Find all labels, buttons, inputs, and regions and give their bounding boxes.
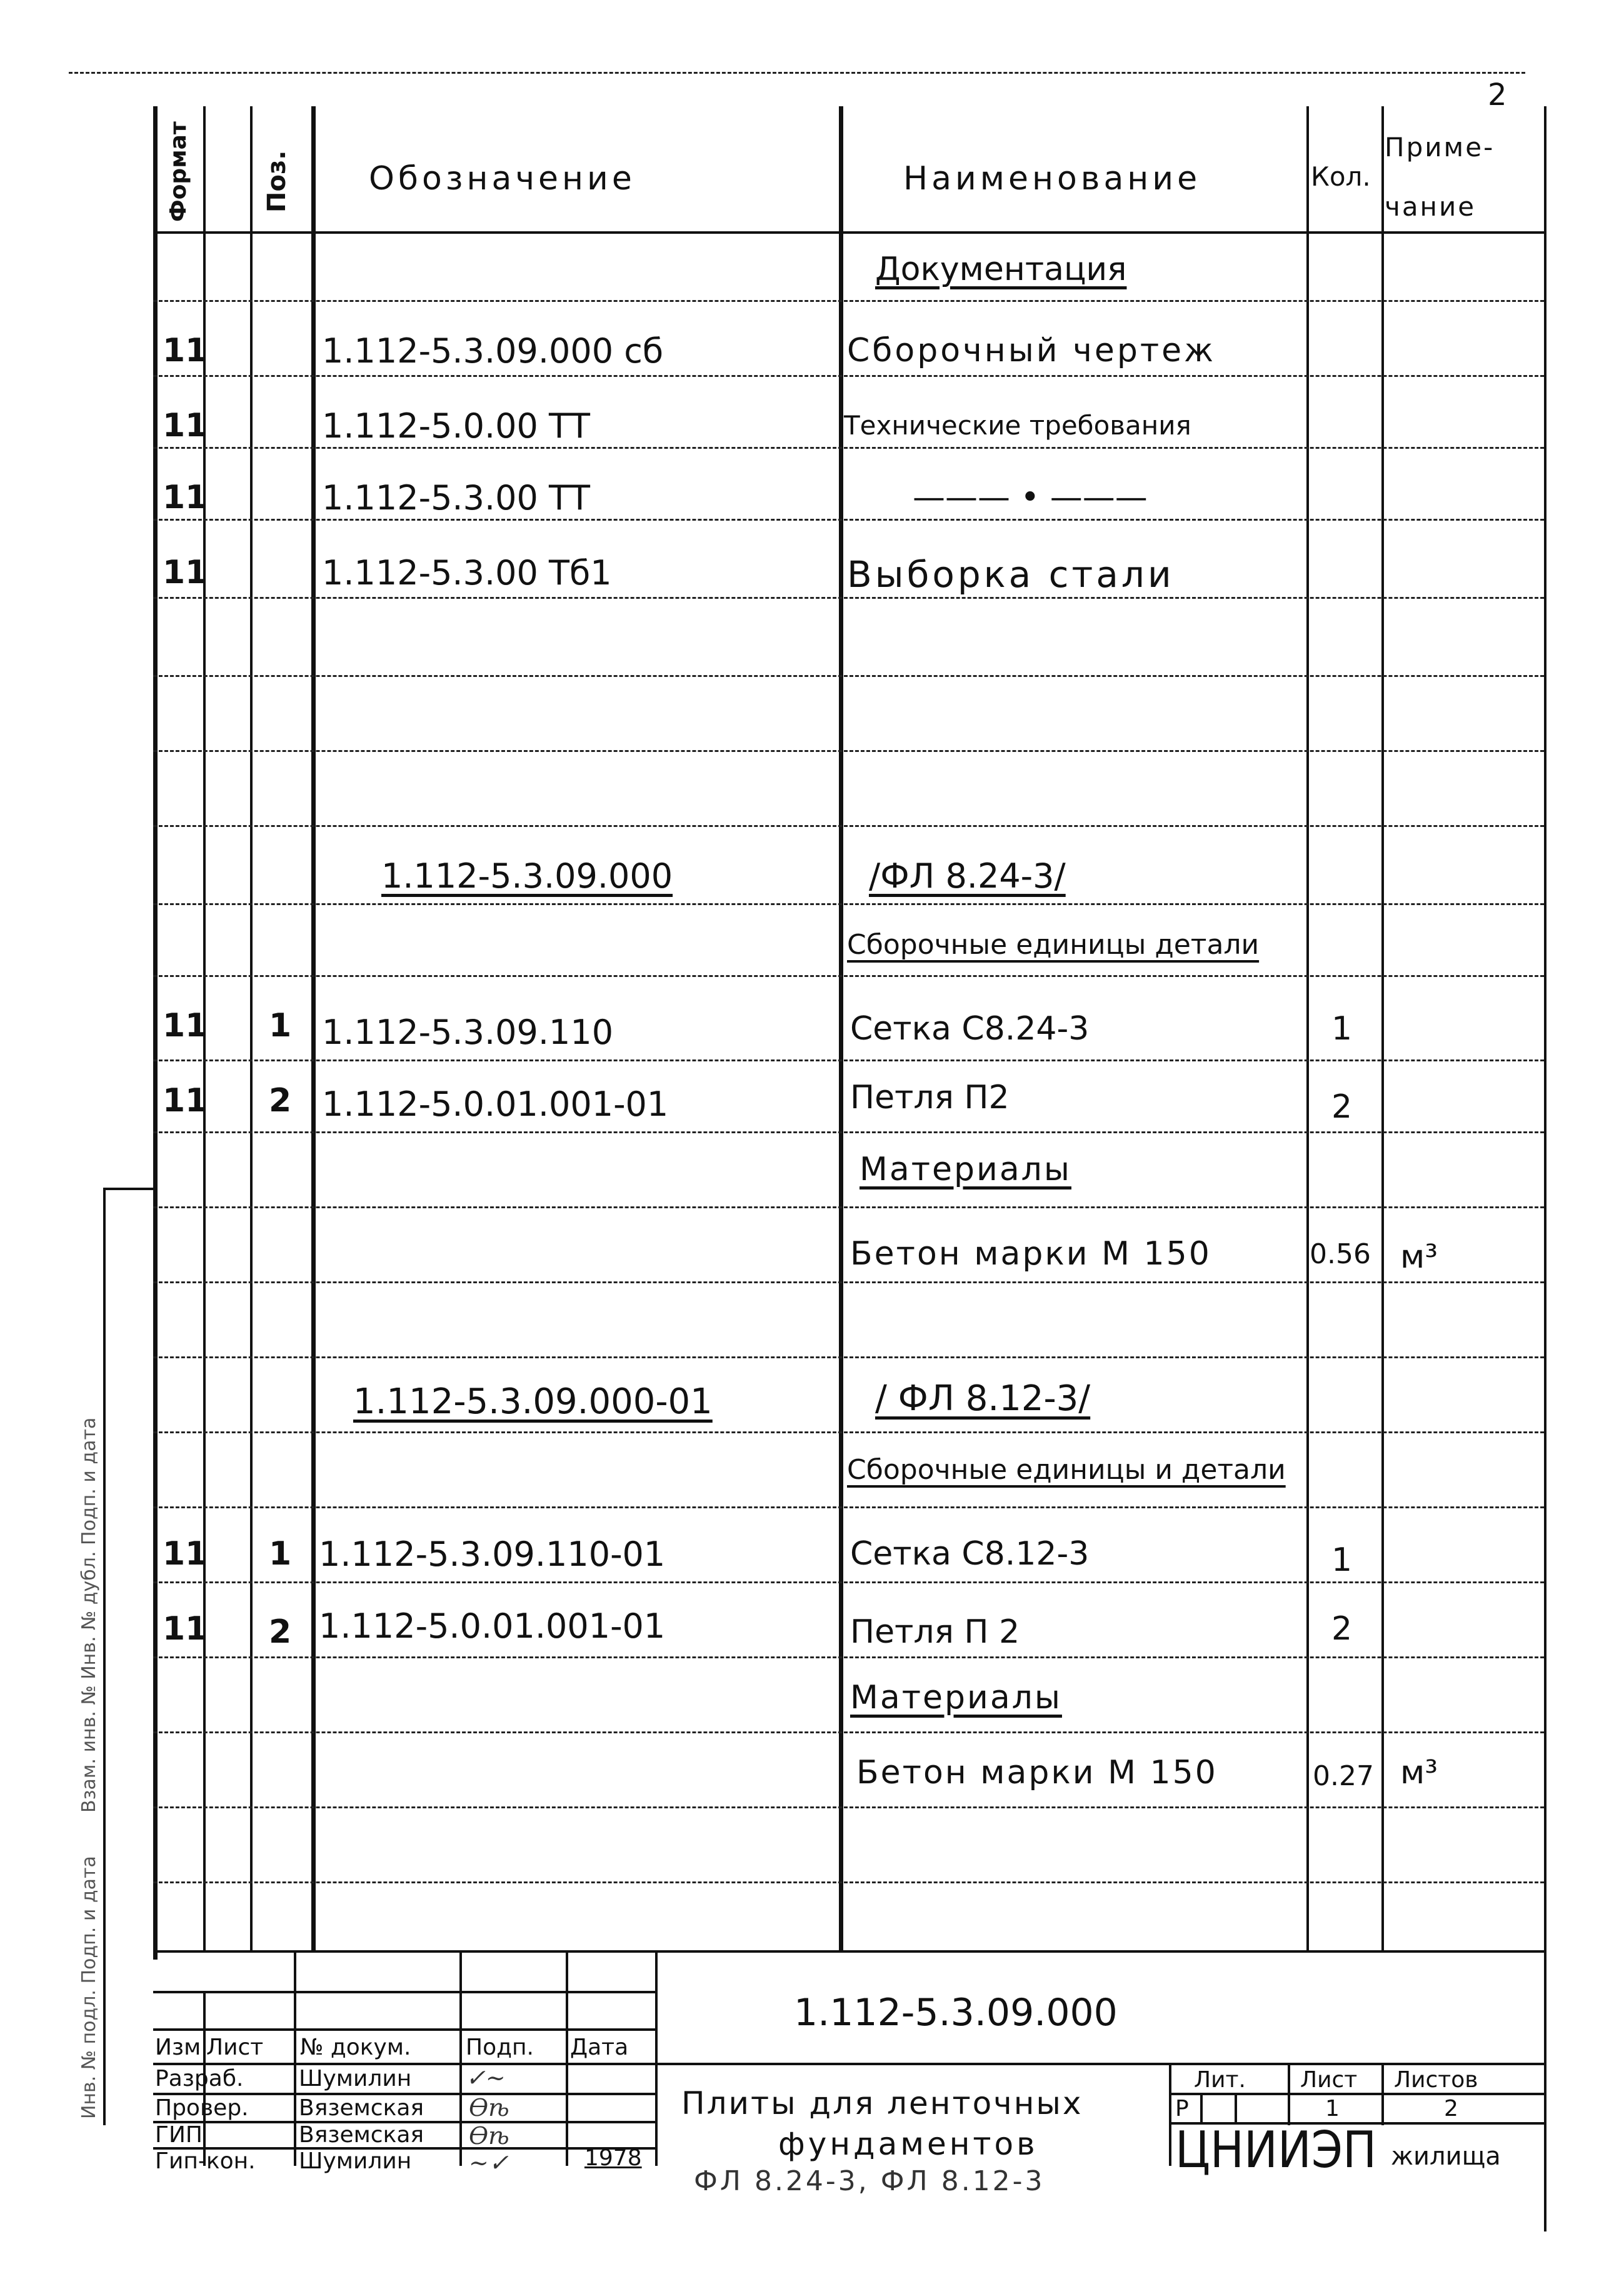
row-17-name: Сетка С8.12-3 <box>850 1535 1090 1573</box>
side-margin-line <box>103 1188 106 2125</box>
row-13-name: Бетон марки М 150 <box>850 1235 1211 1273</box>
row-1-format: 11 <box>163 332 208 369</box>
header-qty: Кол. <box>1311 161 1371 192</box>
title-col-6 <box>1169 2063 1171 2166</box>
row-separator <box>153 1281 1544 1283</box>
row-separator <box>153 1731 1544 1733</box>
lit-value: Р <box>1175 2096 1189 2121</box>
row-separator <box>153 1806 1544 1808</box>
row-13-qty: 0.56 <box>1310 1238 1371 1270</box>
row-13-note: м³ <box>1400 1238 1438 1276</box>
row-20-note: м³ <box>1400 1754 1438 1791</box>
row-10-qty: 1 <box>1331 1010 1353 1048</box>
row-11-designation: 1.112-5.0.01.001-01 <box>322 1084 669 1124</box>
row-separator <box>153 375 1544 377</box>
title-line-2-text: фундаментов <box>778 2126 1038 2162</box>
section-2-designation: 1.112-5.3.09.000-01 <box>353 1381 713 1422</box>
row-separator <box>153 300 1544 302</box>
row-separator <box>153 975 1544 977</box>
row-17-pos: 1 <box>269 1535 292 1573</box>
col-name-line <box>839 106 843 1950</box>
row-20-qty: 0.27 <box>1313 1760 1374 1792</box>
row-0-name: Документация <box>875 251 1127 288</box>
title-col-3 <box>459 1950 462 2166</box>
row-18-pos: 2 <box>269 1613 292 1651</box>
row-20-name: Бетон марки М 150 <box>856 1754 1218 1791</box>
header-designation: Обозначение <box>369 160 636 198</box>
row-18-name: Петля П 2 <box>850 1613 1020 1651</box>
sheets-label: Листов <box>1394 2067 1478 2093</box>
org-suffix: жилища <box>1391 2142 1501 2171</box>
header-note-1: Приме- <box>1385 132 1495 163</box>
col-designation-line <box>311 106 316 1950</box>
row-17-qty: 1 <box>1331 1541 1353 1579</box>
name-2: Вяземская <box>299 2122 424 2148</box>
row-separator <box>153 1881 1544 1883</box>
row-10-designation: 1.112-5.3.09.110 <box>322 1013 614 1052</box>
row-9-name: Сборочные единицы детали <box>847 929 1260 961</box>
row-11-pos: 2 <box>269 1082 292 1119</box>
sheet-value: 1 <box>1325 2096 1340 2121</box>
title-col-lit-b <box>1235 2093 1237 2122</box>
section-2-mark: / ФЛ 8.12-3/ <box>875 1378 1091 1419</box>
row-separator <box>153 1581 1544 1583</box>
header-note-2: чание <box>1385 191 1476 222</box>
row-separator <box>153 519 1544 521</box>
row-separator <box>153 447 1544 449</box>
row-10-format: 11 <box>163 1007 208 1044</box>
name-1: Вяземская <box>299 2095 424 2121</box>
section-1-mark: /ФЛ 8.24-3/ <box>869 856 1066 896</box>
row-separator <box>153 1431 1544 1433</box>
title-line-3 <box>153 2063 1544 2065</box>
row-1-name: Сборочный чертеж <box>847 332 1216 369</box>
title-col-4 <box>566 1950 568 2166</box>
row-4-designation: 1.112-5.3.00 Тб1 <box>322 553 612 593</box>
col-note-line <box>1381 106 1384 1950</box>
row-4-format: 11 <box>163 554 208 591</box>
row-4-name: Выборка стали <box>847 553 1175 596</box>
row-separator <box>153 1059 1544 1061</box>
row-18-designation: 1.112-5.0.01.001-01 <box>319 1606 666 1646</box>
col-list: Лист <box>206 2035 264 2060</box>
col-podp: Подп. <box>466 2035 534 2060</box>
row-16-name: Сборочные единицы и детали <box>847 1454 1286 1486</box>
row-1-designation: 1.112-5.3.09.000 сб <box>322 331 664 371</box>
row-10-pos: 1 <box>269 1007 292 1044</box>
row-separator <box>153 1356 1544 1358</box>
signature-0: ✓~ <box>466 2064 506 2091</box>
row-2-name: Технические требования <box>844 410 1191 441</box>
row-18-qty: 2 <box>1331 1610 1353 1648</box>
title-line-lit <box>1169 2093 1544 2095</box>
year: 1978 <box>584 2145 642 2171</box>
row-separator <box>153 1506 1544 1508</box>
title-col-lit-a <box>1200 2093 1203 2122</box>
title-line-1-text: Плиты для ленточных <box>681 2085 1083 2121</box>
header-bottom-line <box>153 231 1544 234</box>
title-col-2 <box>294 1950 296 2166</box>
title-col-7 <box>1288 2063 1290 2125</box>
role-0: Разраб. <box>155 2066 244 2091</box>
name-0: Шумилин <box>299 2066 412 2091</box>
col-pos-line <box>250 106 253 1950</box>
signature-3: ~✓ <box>469 2149 509 2176</box>
row-2-format: 11 <box>163 407 208 444</box>
signature-1: Ѳѣ <box>469 2094 509 2121</box>
row-separator <box>153 675 1544 677</box>
side-label-bottom: Инв. № подл. Подп. и дата <box>78 1856 100 2119</box>
side-margin-top <box>103 1188 153 1190</box>
title-line-3-text: ФЛ 8.24-3, ФЛ 8.12-3 <box>694 2165 1045 2197</box>
role-1: Провер. <box>155 2095 249 2121</box>
header-format: Формат <box>166 121 191 222</box>
signature-2: Ѳѣ <box>469 2122 509 2150</box>
row-separator <box>153 1656 1544 1658</box>
title-line-2 <box>153 2028 656 2031</box>
org-name: ЦНИИЭП <box>1175 2121 1377 2179</box>
frame-left <box>153 106 158 1960</box>
row-17-designation: 1.112-5.3.09.110-01 <box>319 1535 666 1574</box>
row-12-name: Материалы <box>860 1151 1071 1188</box>
title-top-line <box>153 1950 1544 1953</box>
row-separator <box>153 825 1544 827</box>
row-2-designation: 1.112-5.0.00 ТТ <box>322 406 590 446</box>
doc-number: 1.112-5.3.09.000 <box>794 1991 1118 2035</box>
col-izm: Изм <box>155 2035 201 2060</box>
row-18-format: 11 <box>163 1610 208 1648</box>
header-pos: Поз. <box>263 150 291 213</box>
col-dokum: № докум. <box>300 2035 411 2060</box>
role-3: Гип-кон. <box>155 2148 256 2174</box>
top-border <box>69 72 1525 74</box>
col-data: Дата <box>570 2035 629 2060</box>
frame-right <box>1544 106 1546 2231</box>
sheets-value: 2 <box>1444 2096 1458 2121</box>
sheet-label: Лист <box>1300 2067 1358 2093</box>
row-separator <box>153 1131 1544 1133</box>
row-11-qty: 2 <box>1331 1088 1353 1126</box>
row-19-name: Материалы <box>850 1679 1062 1716</box>
section-1-designation: 1.112-5.3.09.000 <box>381 856 673 896</box>
row-3-format: 11 <box>163 479 208 516</box>
name-3: Шумилин <box>299 2148 412 2174</box>
page-number: 2 <box>1488 78 1507 113</box>
row-separator <box>153 903 1544 905</box>
row-separator <box>153 597 1544 599</box>
row-3-name: ——— • ——— <box>913 479 1148 516</box>
header-name: Наименование <box>903 160 1201 198</box>
title-line-1 <box>153 1991 656 1993</box>
title-col-5 <box>655 1950 658 2166</box>
row-17-format: 11 <box>163 1535 208 1573</box>
role-2: ГИП <box>155 2122 203 2148</box>
side-label-top: Взам. инв. № Инв. № дубл. Подп. и дата <box>78 1417 100 1813</box>
row-3-designation: 1.112-5.3.00 ТТ <box>322 478 590 518</box>
row-separator <box>153 750 1544 752</box>
col-qty-line <box>1306 106 1309 1950</box>
row-11-name: Петля П2 <box>850 1079 1010 1116</box>
row-separator <box>153 1206 1544 1208</box>
title-col-8 <box>1381 2063 1384 2125</box>
row-11-format: 11 <box>163 1082 208 1119</box>
lit-label: Лит. <box>1194 2067 1246 2093</box>
row-10-name: Сетка С8.24-3 <box>850 1010 1090 1048</box>
